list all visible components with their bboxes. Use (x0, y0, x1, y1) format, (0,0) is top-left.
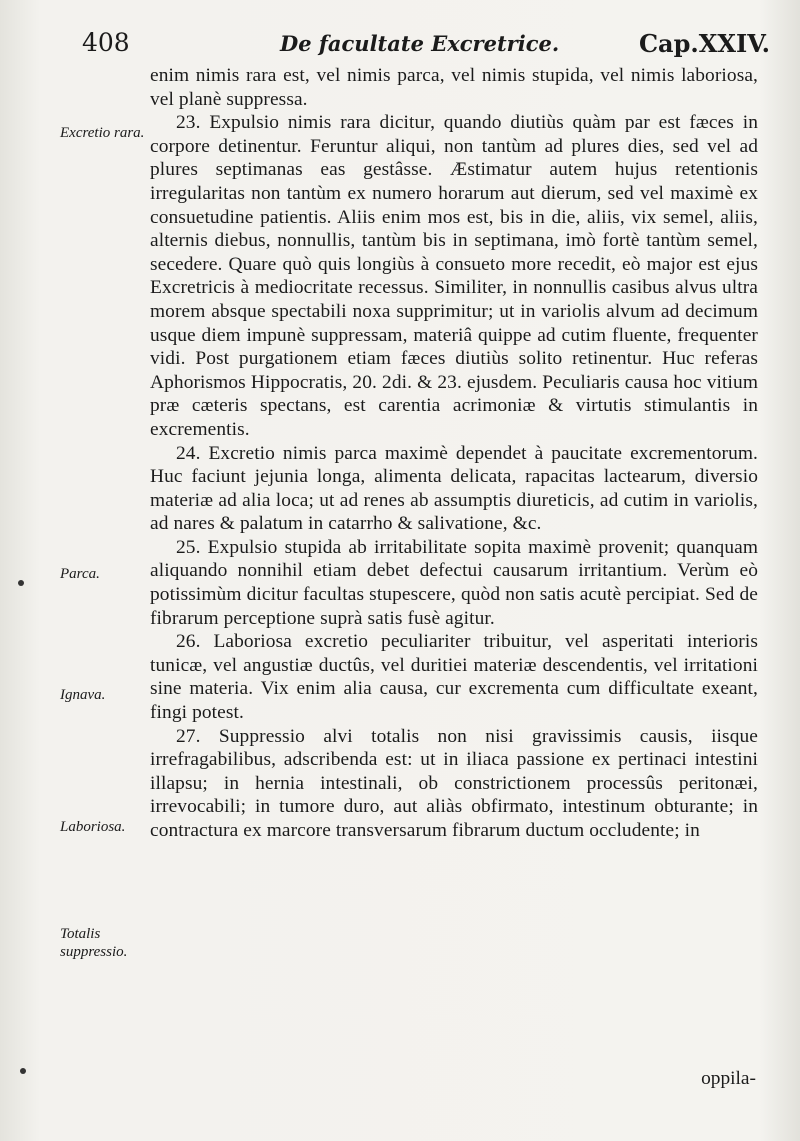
margin-note-suppressio: Totalis suppressio. (60, 926, 128, 960)
print-speck (18, 580, 24, 586)
paragraph-27: 27. Suppressio alvi totalis non nisi gravissimis causis, iisque irrefragabilibus, adscribenda est: ut in iliaca passione ex pertinaci intestini illapsu; in hernia intestinali, ob constrictionem processûs peritonæi, irrevocabili; in tumore duro, aut aliàs obfirmato, intestinum obturante; in contractura ex marcore transversarum fibrarum ductum occludente; in (150, 725, 758, 841)
paragraph-24: 24. Excretio nimis parca maximè dependet à paucitate excrementorum. Huc faciunt jejunia longa, alimenta delicata, rapacitas lactearum, diversio materiæ ad alia loca; ut ad renes ab assumptis diureticis, ad cutim in variolis, ad nares & palatum in catarrho & salivatione, &c. (150, 442, 758, 535)
paragraph-23: 23. Expulsio nimis rara dicitur, quando diutiùs quàm par est fæces in corpore detinentur. Feruntur aliqui, non tantùm ad plures dies, sed vel ad plures septimanas eas gestâsse. Æstimatur autem hujus retentionis irregularitas non tantùm ex numero horarum aut dierum, sed vel maximè ex consuetudine patientis. Aliis enim mos est, bis in die, aliis, vix semel, aliis, alternis diebus, nonnullis, tantùm bis in septimana, imò fortè tantùm semel, secedere. Quare quò quis longiùs à consueto more recedit, eò major est ejus Excretricis à mediocritate recessus. Similiter, in nonnullis casibus alvus ultra morem absque spectabili noxa supprimitur; ut in variolis alvum ad decimum usque diem impunè suppressam, materiâ quippe ad cutim fluente, frequenter vidi. Post purgationem etiam fæces diutiùs solito retinentur. Huc referas Aphorismos Hippocratis, 20. 2di. & 23. ejusdem. Peculiaris causa hoc vitium præ cæteris spectans, est carentia acrimoniæ & virtutis stimulantis in excrementis. (150, 112, 758, 440)
page-number: 408 (82, 28, 130, 57)
chapter-label: Cap.XXIV. (638, 29, 770, 58)
page-header (80, 28, 770, 62)
paragraph-26: 26. Laboriosa excretio peculiariter tribuitur, vel asperitati interioris tunicæ, vel angustiæ ductûs, vel duritiei materiæ descendentis, vel irritationi sine materia. Vix enim alia causa, cur excrementa cum difficultate exeant, fingi potest. (150, 631, 758, 724)
margin-note-parca: Parca. (60, 566, 100, 582)
paragraph-continuation: enim nimis rara est, vel nimis parca, vel nimis stupida, vel nimis laboriosa, vel planè suppressa. (150, 65, 758, 110)
margin-note-ignava: Ignava. (60, 687, 106, 703)
margin-note-rara: Excretio rara. (60, 125, 145, 141)
print-speck (20, 1068, 26, 1074)
paragraph-25: 25. Expulsio stupida ab irritabilitate sopita maximè provenit; quanquam aliquando nonnihil etiam debet defectui causarum irritantium. Verùm eò potissimùm dicitur facultas stupescere, quòd non satis acutè percipiat. Sed de fibrarum perceptione suprà satis fusè agitur. (150, 536, 758, 629)
main-text (150, 64, 758, 843)
catchword: oppila- (701, 1068, 756, 1089)
margin-note-laboriosa: Laboriosa. (60, 819, 126, 835)
running-title: De facultate Excretrice. (280, 31, 560, 56)
